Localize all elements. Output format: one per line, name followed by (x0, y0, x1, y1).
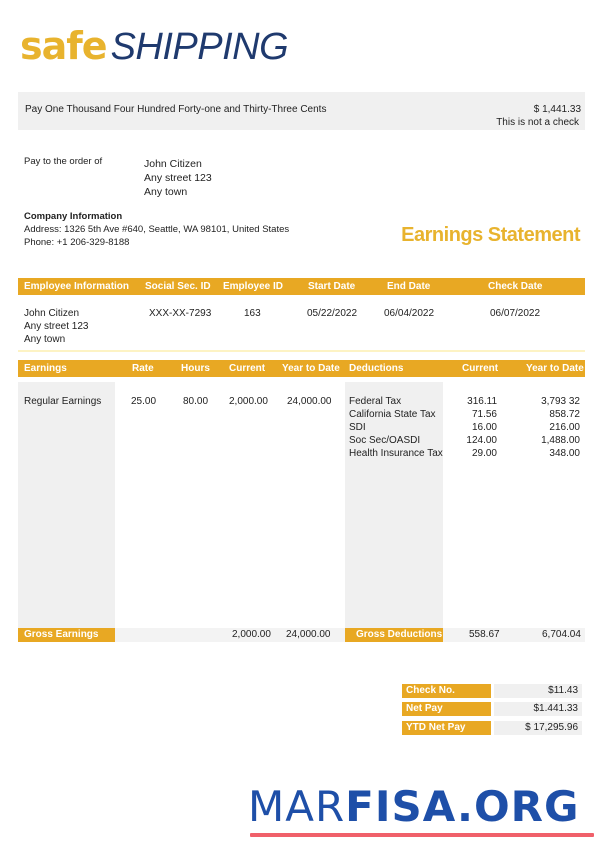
deduction-name: Health Insurance Tax (349, 448, 443, 459)
ytd-net-pay-value: $ 17,295.96 (494, 721, 582, 735)
employee-name: John Citizen (24, 308, 80, 319)
deduction-ytd: 858.72 (549, 409, 580, 420)
payee-street: Any street 123 (144, 172, 212, 184)
employee-town: Any town (24, 334, 66, 345)
logo-safe-text: safe (20, 24, 107, 68)
earning-rate: 25.00 (131, 396, 157, 407)
col-check-date: Check Date (488, 281, 543, 292)
employee-street: Any street 123 (24, 321, 89, 332)
gross-deductions-current: 558.67 (469, 629, 500, 640)
deduction-ytd: 1,488.00 (541, 435, 580, 446)
col-deductions: Deductions (349, 363, 404, 374)
earning-current: 2,000.00 (229, 396, 268, 407)
deduction-currents (447, 395, 497, 460)
col-earn-ytd: Year to Date (282, 363, 340, 374)
company-info-title: Company Information (24, 211, 123, 222)
end-date: 06/04/2022 (384, 308, 435, 319)
col-earnings: Earnings (24, 363, 67, 374)
check-date: 06/07/2022 (490, 308, 541, 319)
watermark-part3: .ORG (457, 782, 580, 831)
start-date: 05/22/2022 (307, 308, 358, 319)
deduction-ytds (520, 395, 580, 460)
col-hours: Hours (181, 363, 210, 374)
pay-amount: $ 1,441.33 (533, 104, 581, 115)
ytd-net-pay-label: YTD Net Pay (402, 721, 491, 735)
payee-name: John Citizen (144, 158, 202, 170)
col-rate: Rate (132, 363, 154, 374)
deduction-current: 71.56 (471, 409, 497, 420)
deduction-name: Soc Sec/OASDI (349, 435, 421, 446)
deduction-current: 16.00 (471, 422, 497, 433)
pay-amount-bar (18, 92, 585, 130)
gross-earnings-ytd: 24,000.00 (286, 629, 331, 640)
col-employee-info: Employee Information (24, 281, 130, 292)
col-ded-ytd: Year to Date (526, 363, 584, 374)
gross-earnings-current: 2,000.00 (232, 629, 271, 640)
watermark-part1: MAR (248, 782, 346, 831)
not-a-check-notice: This is not a check (496, 117, 579, 128)
deduction-name: SDI (349, 422, 366, 433)
deduction-ytd: 3,793 32 (541, 396, 580, 407)
logo-shipping-text: SHIPPING (110, 26, 289, 68)
col-end-date: End Date (387, 281, 431, 292)
deduction-ytd: 348.00 (549, 448, 580, 459)
payee-town: Any town (144, 186, 188, 198)
deduction-names (349, 395, 443, 460)
col-ssn: Social Sec. ID (145, 281, 211, 292)
employee-id: 163 (244, 308, 261, 319)
earning-ytd: 24,000.00 (287, 396, 332, 407)
gross-deductions-label: Gross Deductions (345, 628, 443, 642)
col-start-date: Start Date (308, 281, 356, 292)
company-information (24, 210, 289, 249)
deduction-current: 124.00 (466, 435, 497, 446)
earning-hours: 80.00 (183, 396, 209, 407)
deduction-name: Federal Tax (349, 396, 402, 407)
earnings-deductions-header (18, 360, 585, 377)
amount-in-words: Pay One Thousand Four Hundred Forty-one and Thirty-Three Cents (25, 104, 327, 115)
employee-table-header (18, 278, 585, 295)
statement-title: Earnings Statement (401, 224, 580, 246)
net-pay-value: $1.441.33 (494, 702, 582, 716)
watermark-underline (250, 833, 594, 837)
check-no-label: Check No. (402, 684, 491, 698)
company-address: Address: 1326 5th Ave #640, Seattle, WA 98101, United States (24, 224, 290, 235)
deduction-current: 316.11 (467, 396, 497, 407)
deduction-ytd: 216.00 (549, 422, 580, 433)
watermark-part2: FISA (345, 782, 458, 831)
check-no-value: $11.43 (494, 684, 582, 698)
payee-address (144, 157, 212, 199)
pay-to-label: Pay to the order of (24, 156, 103, 167)
company-phone: Phone: +1 206-329-8188 (24, 237, 130, 248)
gross-deductions-ytd: 6,704.04 (542, 629, 581, 640)
col-ded-current: Current (462, 363, 499, 374)
net-pay-label: Net Pay (402, 702, 491, 716)
company-logo (20, 24, 288, 70)
gross-earnings-label: Gross Earnings (18, 628, 115, 642)
earning-name: Regular Earnings (24, 396, 102, 407)
employee-row (18, 307, 585, 347)
col-earn-current: Current (229, 363, 266, 374)
employee-ssn: XXX-XX-7293 (149, 308, 212, 319)
divider (18, 350, 585, 352)
earnings-name-panel (18, 382, 115, 628)
col-employee-id: Employee ID (223, 281, 284, 292)
deduction-current: 29.00 (471, 448, 497, 459)
deduction-name: California State Tax (349, 409, 436, 420)
watermark-logo (248, 782, 580, 831)
